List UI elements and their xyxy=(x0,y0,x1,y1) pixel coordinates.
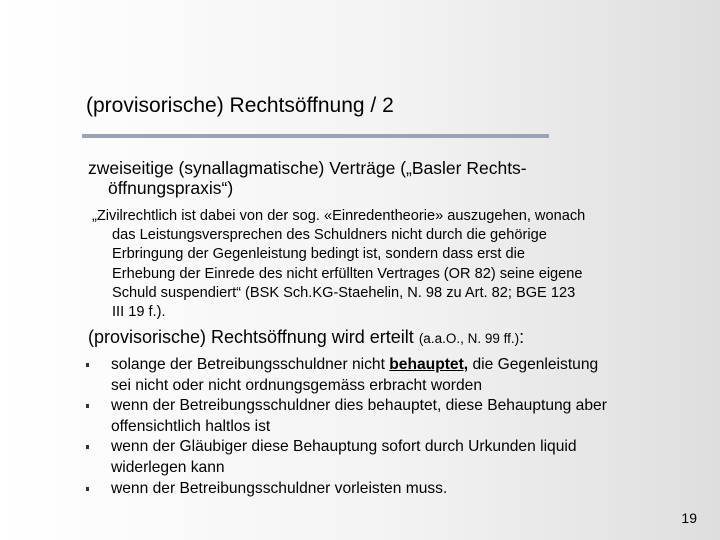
bullet-line: sei nicht oder nicht ordnungsgemäss erbracht worden xyxy=(111,376,482,394)
intro-line-2: öffnungspraxis“) xyxy=(108,178,234,198)
quote-line: Schuld suspendiert“ (BSK Sch.KG-Staehelin, N. 98 zu Art. 82; BGE 123 xyxy=(112,284,576,301)
slide-title: (provisorische) Rechtsöffnung / 2 xyxy=(86,94,394,117)
title-underline xyxy=(82,134,549,138)
page-number: 19 xyxy=(681,510,697,526)
bullet-item xyxy=(86,396,706,437)
intro-line-1: zweiseitige (synallagmatische) Verträge („Basler Rechts- xyxy=(88,158,527,178)
emphasis-text: behauptet, xyxy=(389,356,469,373)
bullet-icon xyxy=(86,363,89,367)
quote-line: III 19 f.). xyxy=(112,304,166,321)
bullet-text: die Gegenleistung xyxy=(468,356,599,373)
quote-line: Erhebung der Einrede des nicht erfüllten Vertrages (OR 82) seine eigene xyxy=(112,265,583,282)
bullet-line: widerlegen kann xyxy=(111,458,225,476)
bullet-line: offensichtlich haltlos ist xyxy=(111,417,271,435)
bullet-list xyxy=(86,355,706,499)
bullet-icon xyxy=(86,487,89,491)
bullet-line: wenn der Gläubiger diese Behauptung sofort durch Urkunden liquid xyxy=(111,438,577,456)
quote-line: „Zivilrechtlich ist dabei von der sog. «Einredentheorie» auszugehen, wonach xyxy=(92,208,586,224)
bullet-line: wenn der Betreibungsschuldner vorleisten muss. xyxy=(111,479,448,497)
bullet-item xyxy=(86,437,706,478)
intro-paragraph xyxy=(88,158,688,198)
bullet-icon xyxy=(86,404,89,408)
section-heading-text: (provisorische) Rechtsöffnung wird erteilt xyxy=(88,327,419,347)
bullet-line xyxy=(111,355,706,376)
section-heading-reference: (a.a.O., N. 99 ff.) xyxy=(418,331,520,346)
bullet-item xyxy=(86,355,706,396)
bullet-text: solange der Betreibungsschuldner nicht xyxy=(111,356,390,373)
quote-line: das Leistungsversprechen des Schuldners nicht durch die gehörige xyxy=(112,227,547,244)
quote-paragraph xyxy=(92,207,702,322)
bullet-icon xyxy=(86,445,89,449)
section-heading xyxy=(88,327,524,348)
section-heading-colon: : xyxy=(519,327,525,347)
bullet-item xyxy=(86,479,706,500)
bullet-line: wenn der Betreibungsschuldner dies behauptet, diese Behauptung aber xyxy=(111,397,607,415)
quote-line: Erbringung der Gegenleistung bedingt ist, sondern dass erst die xyxy=(112,246,525,263)
